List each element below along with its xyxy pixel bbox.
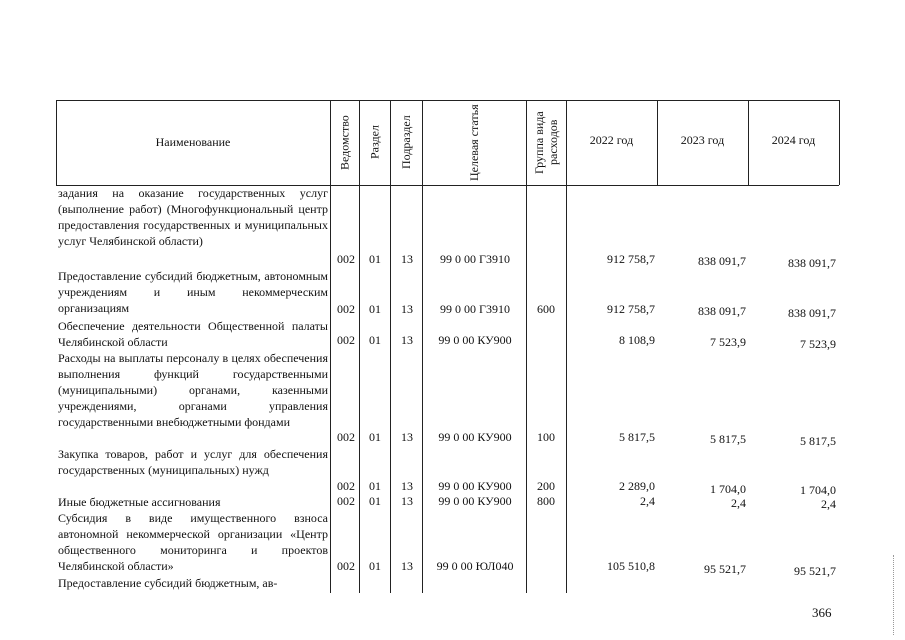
cell-2024: 838 091,7 [788, 256, 836, 270]
cell-vedomstvo: 002 [337, 494, 355, 508]
row-name: Субсидия в виде имущественного взноса автономной некоммерческой организации «Центр общественного мониторинга и проектов Челябинской области» [58, 511, 328, 573]
cell-razdel: 01 [369, 479, 381, 493]
header-right-border [839, 100, 840, 185]
header-razdel: Раздел [367, 125, 382, 160]
cell-podrazdel: 13 [401, 333, 413, 347]
cell-podrazdel: 13 [401, 494, 413, 508]
cell-vedomstvo: 002 [337, 252, 355, 266]
cell-2022: 5 817,5 [619, 430, 655, 444]
header-2022: 2022 год [589, 133, 634, 147]
column-rule [566, 185, 567, 593]
cell-2024: 2,4 [821, 497, 836, 511]
cell-razdel: 01 [369, 494, 381, 508]
cell-vedomstvo: 002 [337, 430, 355, 444]
row-name: Предоставление субсидий бюджетным, автономным учреждениям и иным некоммерческим организациям [58, 269, 328, 315]
cell-podrazdel: 13 [401, 430, 413, 444]
cell-vedomstvo: 002 [337, 479, 355, 493]
row-name: Обеспечение деятельности Общественной палаты Челябинской области [58, 319, 328, 349]
cell-razdel: 01 [369, 333, 381, 347]
header-celevaya-statya: Целевая статья [467, 104, 481, 181]
cell-gruppa: 800 [537, 494, 555, 508]
cell-2023: 2,4 [731, 496, 746, 510]
table-header [56, 100, 839, 185]
cell-2024: 1 704,0 [800, 483, 836, 497]
cell-2023: 7 523,9 [710, 335, 746, 349]
cell-gruppa: 200 [537, 479, 555, 493]
cell-2022: 912 758,7 [607, 302, 655, 316]
page-number: 366 [812, 605, 832, 620]
cell-2022: 2,4 [640, 494, 655, 508]
cell-2023: 838 091,7 [698, 254, 746, 268]
header-gruppa: Группа вида расходов [532, 111, 560, 174]
header-podrazdel: Подраздел [399, 115, 413, 170]
cell-celevaya-statya: 99 0 00 КУ900 [438, 430, 512, 444]
row-name: задания на оказание государственных услуг (выполнение работ) (Многофункциональный центр предоставления государственных и муниципальных услуг Челябинской области) [58, 186, 328, 248]
column-rule [526, 185, 527, 593]
cell-2023: 838 091,7 [698, 304, 746, 318]
row-name: Предоставление субсидий бюджетным, ав- [58, 576, 278, 590]
cell-2022: 912 758,7 [607, 252, 655, 266]
cell-vedomstvo: 002 [337, 333, 355, 347]
cell-celevaya-statya: 99 0 00 КУ900 [438, 479, 512, 493]
column-rule [330, 185, 331, 593]
row-name: Иные бюджетные ассигнования [58, 495, 221, 509]
row-name: Закупка товаров, работ и услуг для обеспечения государственных (муниципальных) нужд [58, 447, 328, 477]
header-name: Наименование [155, 135, 231, 149]
column-rule [390, 185, 391, 593]
cell-celevaya-statya: 99 0 00 КУ900 [438, 494, 512, 508]
column-rule [359, 185, 360, 593]
cell-podrazdel: 13 [401, 302, 413, 316]
header-divider [422, 100, 423, 185]
cell-2022: 2 289,0 [619, 479, 655, 493]
cell-2023: 1 704,0 [710, 482, 746, 496]
cell-podrazdel: 13 [401, 479, 413, 493]
cell-celevaya-statya: 99 0 00 КУ900 [438, 333, 512, 347]
cell-2024: 95 521,7 [794, 564, 836, 578]
cell-2023: 5 817,5 [710, 432, 746, 446]
cell-2024: 7 523,9 [800, 337, 836, 351]
cell-2024: 5 817,5 [800, 434, 836, 448]
cell-celevaya-statya: 99 0 00 Г3910 [440, 302, 510, 316]
cell-razdel: 01 [369, 302, 381, 316]
scan-artifact [893, 555, 896, 635]
cell-razdel: 01 [369, 252, 381, 266]
column-rule [422, 185, 423, 593]
header-top-border [56, 100, 839, 101]
header-2023: 2023 год [680, 133, 725, 147]
cell-celevaya-statya: 99 0 00 ЮЛ040 [436, 559, 514, 573]
cell-podrazdel: 13 [401, 559, 413, 573]
header-vedomstvo: Ведомство [337, 115, 352, 170]
cell-celevaya-statya: 99 0 00 Г3910 [440, 252, 510, 266]
cell-gruppa: 100 [537, 430, 555, 444]
cell-razdel: 01 [369, 559, 381, 573]
cell-razdel: 01 [369, 430, 381, 444]
cell-2022: 8 108,9 [619, 333, 655, 347]
cell-2022: 105 510,8 [607, 559, 655, 573]
row-name: Расходы на выплаты персоналу в целях обеспечения выполнения функций государственными (муниципальными) органами, казенными учреждениями, органами управления государственными внебюджетными фондами [58, 351, 328, 429]
header-2024: 2024 год [771, 133, 816, 147]
cell-podrazdel: 13 [401, 252, 413, 266]
cell-gruppa: 600 [537, 302, 555, 316]
cell-2023: 95 521,7 [704, 562, 746, 576]
cell-vedomstvo: 002 [337, 559, 355, 573]
cell-vedomstvo: 002 [337, 302, 355, 316]
cell-2024: 838 091,7 [788, 306, 836, 320]
